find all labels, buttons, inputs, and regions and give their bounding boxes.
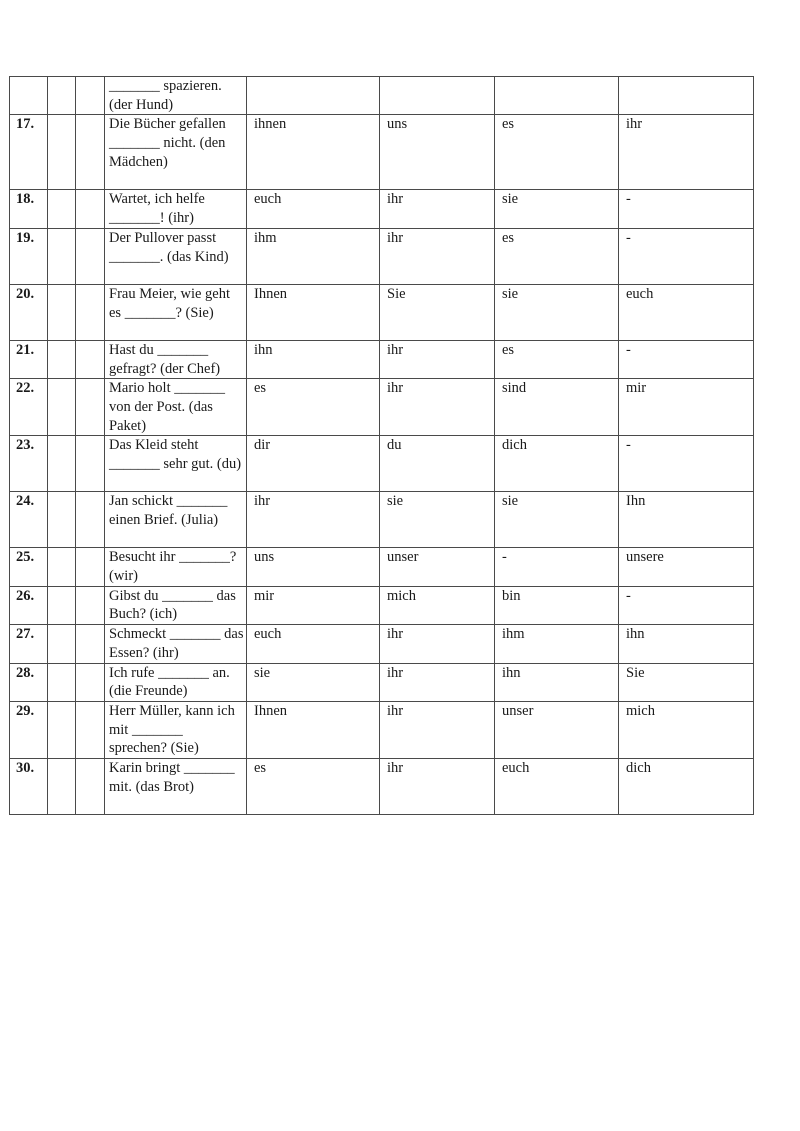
answer-cell (76, 492, 105, 548)
option-d: mich (619, 701, 754, 758)
option-c: es (495, 228, 619, 284)
option-c: - (495, 548, 619, 586)
table-row (10, 586, 754, 624)
option-a: Ihnen (247, 284, 380, 340)
option-a: dir (247, 436, 380, 492)
option-b: ihr (380, 663, 495, 701)
answer-cell (48, 548, 76, 586)
answer-cell (76, 77, 105, 115)
row-number: 30. (10, 759, 48, 815)
row-number: 28. (10, 663, 48, 701)
option-b: ihr (380, 228, 495, 284)
option-d: ihr (619, 115, 754, 190)
answer-cell (76, 190, 105, 228)
option-d: unsere (619, 548, 754, 586)
option-d: - (619, 190, 754, 228)
answer-cell (76, 586, 105, 624)
option-d: - (619, 340, 754, 378)
option-a: uns (247, 548, 380, 586)
option-d (619, 77, 754, 115)
option-b: ihr (380, 340, 495, 378)
option-a: ihnen (247, 115, 380, 190)
answer-cell (48, 586, 76, 624)
sentence-cell: Der Pullover passt _______. (das Kind) (105, 228, 247, 284)
answer-cell (76, 284, 105, 340)
option-c: unser (495, 701, 619, 758)
table-row (10, 115, 754, 190)
row-number: 17. (10, 115, 48, 190)
answer-cell (48, 340, 76, 378)
answer-cell (48, 190, 76, 228)
option-b: ihr (380, 759, 495, 815)
sentence-cell: Jan schickt _______ einen Brief. (Julia) (105, 492, 247, 548)
option-b (380, 77, 495, 115)
option-b: mich (380, 586, 495, 624)
row-number: 19. (10, 228, 48, 284)
option-a: es (247, 759, 380, 815)
option-a: mir (247, 586, 380, 624)
sentence-cell: Das Kleid steht _______ sehr gut. (du) (105, 436, 247, 492)
table-row (10, 548, 754, 586)
option-c (495, 77, 619, 115)
sentence-cell: Die Bücher gefallen _______ nicht. (den Mädchen) (105, 115, 247, 190)
answer-cell (76, 436, 105, 492)
option-d: mir (619, 379, 754, 436)
table-row (10, 340, 754, 378)
answer-cell (48, 228, 76, 284)
table-row (10, 284, 754, 340)
row-number: 29. (10, 701, 48, 758)
option-c: euch (495, 759, 619, 815)
table-row (10, 436, 754, 492)
table-row (10, 492, 754, 548)
option-c: ihn (495, 663, 619, 701)
option-b: ihr (380, 701, 495, 758)
sentence-cell: Hast du _______ gefragt? (der Chef) (105, 340, 247, 378)
answer-cell (48, 759, 76, 815)
table-row (10, 190, 754, 228)
row-number: 18. (10, 190, 48, 228)
table-row (10, 625, 754, 663)
option-d: Ihn (619, 492, 754, 548)
option-b: ihr (380, 190, 495, 228)
row-number: 24. (10, 492, 48, 548)
table-row (10, 701, 754, 758)
table-row (10, 228, 754, 284)
row-number (10, 77, 48, 115)
option-d: ihn (619, 625, 754, 663)
table-row (10, 663, 754, 701)
answer-cell (48, 284, 76, 340)
answer-cell (76, 759, 105, 815)
answer-cell (76, 115, 105, 190)
option-a: ihr (247, 492, 380, 548)
sentence-cell: Frau Meier, wie geht es _______? (Sie) (105, 284, 247, 340)
option-c: es (495, 115, 619, 190)
row-number: 25. (10, 548, 48, 586)
answer-cell (48, 436, 76, 492)
option-a: Ihnen (247, 701, 380, 758)
option-d: Sie (619, 663, 754, 701)
row-number: 20. (10, 284, 48, 340)
option-a: euch (247, 190, 380, 228)
option-b: ihr (380, 379, 495, 436)
option-c: ihm (495, 625, 619, 663)
answer-cell (76, 340, 105, 378)
answer-cell (48, 701, 76, 758)
option-a: euch (247, 625, 380, 663)
option-c: es (495, 340, 619, 378)
option-b: ihr (380, 625, 495, 663)
option-b: unser (380, 548, 495, 586)
row-number: 23. (10, 436, 48, 492)
answer-cell (76, 701, 105, 758)
sentence-cell: Karin bringt _______ mit. (das Brot) (105, 759, 247, 815)
row-number: 22. (10, 379, 48, 436)
option-a: sie (247, 663, 380, 701)
option-a (247, 77, 380, 115)
sentence-cell: Wartet, ich helfe _______! (ihr) (105, 190, 247, 228)
answer-cell (76, 228, 105, 284)
answer-cell (76, 663, 105, 701)
option-a: ihn (247, 340, 380, 378)
option-d: - (619, 436, 754, 492)
answer-cell (48, 379, 76, 436)
option-b: uns (380, 115, 495, 190)
option-c: dich (495, 436, 619, 492)
sentence-cell: Besucht ihr _______? (wir) (105, 548, 247, 586)
option-d: - (619, 586, 754, 624)
answer-cell (48, 625, 76, 663)
sentence-cell: Mario holt _______ von der Post. (das Paket) (105, 379, 247, 436)
row-number: 26. (10, 586, 48, 624)
answer-cell (48, 115, 76, 190)
option-b: sie (380, 492, 495, 548)
answer-cell (76, 379, 105, 436)
option-d: euch (619, 284, 754, 340)
option-d: dich (619, 759, 754, 815)
table-row (10, 759, 754, 815)
row-number: 21. (10, 340, 48, 378)
sentence-cell: Gibst du _______ das Buch? (ich) (105, 586, 247, 624)
option-d: - (619, 228, 754, 284)
answer-cell (48, 663, 76, 701)
sentence-cell: _______ spazieren. (der Hund) (105, 77, 247, 115)
sentence-cell: Herr Müller, kann ich mit _______ sprechen? (Sie) (105, 701, 247, 758)
option-c: sind (495, 379, 619, 436)
option-c: bin (495, 586, 619, 624)
answer-cell (48, 77, 76, 115)
table-row (10, 77, 754, 115)
option-a: ihm (247, 228, 380, 284)
option-c: sie (495, 190, 619, 228)
option-b: Sie (380, 284, 495, 340)
answer-cell (48, 492, 76, 548)
sentence-cell: Schmeckt _______ das Essen? (ihr) (105, 625, 247, 663)
option-a: es (247, 379, 380, 436)
sentence-cell: Ich rufe _______ an. (die Freunde) (105, 663, 247, 701)
row-number: 27. (10, 625, 48, 663)
answer-cell (76, 548, 105, 586)
answer-cell (76, 625, 105, 663)
option-c: sie (495, 284, 619, 340)
option-c: sie (495, 492, 619, 548)
table-row (10, 379, 754, 436)
option-b: du (380, 436, 495, 492)
exercise-table (9, 76, 754, 815)
